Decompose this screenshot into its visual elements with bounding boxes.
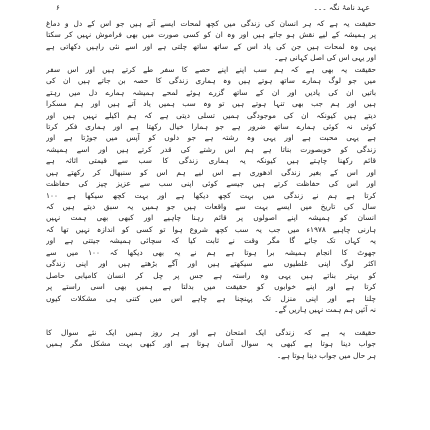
text-line: کوئی نہ کوئی ہمارے ساتھ ضرور ہے جو ہمارا خیال رکھتا ہے اور ہماری فکر کرتا — [46, 121, 376, 131]
text-line: حقیقت یہ ہے کہ ہر انسان کی زندگی میں کچھ لمحات ایسے آتے ہیں جو اس کے دل و دماغ — [46, 19, 376, 28]
text-line: ہر حال میں جواب دینا ہوتا ہے۔ — [276, 350, 376, 360]
text-line: میں جو لوگ ہمارے ساتھ ہوتے ہیں وہ ہماری زندگی کا حصہ بن جاتے ہیں ان کی — [46, 76, 376, 86]
text-line: پر ہمیشہ کے لیے نقش ہو جاتے ہیں اور وہ ان کو کسی صورت میں بھی فراموش نہیں کر سکتا — [46, 30, 376, 40]
text-line: ہے یہی محبت ہے اور یہی وہ رشتہ ہے جو دلوں کو آپس میں جوڑتا ہے اور — [46, 133, 376, 143]
text-line: کرتا ہے ہم نے زندگی میں بہت کچھ دیکھا ہے اور بہت کچھ سیکھا ہے ۱۰۰ — [46, 190, 376, 200]
text-line: جھوٹ کا انجام ہمیشہ برا ہوتا ہے ہم نے یہ بھی دیکھا کہ ۱۰۰ میں سے — [46, 247, 376, 257]
text-line: ہیں اور ہم جب بھی تنہا ہوتے ہیں تو وہ سب ہمیں یاد آتے ہیں اور ہم مسکرا — [46, 99, 376, 109]
paragraph — [46, 18, 376, 64]
text-line: باتیں ان کی یادیں اور ان کے ساتھ گزرے ہوئے لمحے ہمیشہ ہمارے دل میں رہتے — [46, 87, 376, 97]
text-line: زندگی کو خوبصورت بناتا ہے ہم اس رشتے کی قدر کرتے ہیں اور اسے ہمیشہ — [46, 144, 376, 154]
text-line: حقیقت یہ ہے کہ زندگی ایک امتحان ہے اور ہر روز ہمیں ایک نئے سوال کا — [46, 327, 376, 337]
text-line: نہ آئیں ہم ہمت نہیں ہاریں گے۔ — [274, 304, 376, 314]
page-header — [0, 3, 430, 17]
page-number: ۶ — [56, 4, 60, 12]
body-text — [46, 18, 376, 428]
text-line: اور اس کے بغیر زندگی ادھوری ہے اس لیے ہم اس کو سنبھال کر رکھتے ہیں — [46, 167, 376, 177]
text-line: انسان کو ہمیشہ اپنے اصولوں پر قائم رہنا چاہیے اور کبھی بھی ہمت نہیں — [46, 213, 376, 223]
paragraph-gap — [46, 315, 376, 326]
text-line: سال کی تاریخ میں ایسے بہت سے واقعات ہیں جو ہمیں یہ سبق دیتے ہیں کہ — [46, 202, 376, 211]
text-line: قائم رکھنا چاہتے ہیں کیونکہ یہ ہماری زندگی کا سب سے قیمتی اثاثہ ہے — [46, 156, 376, 166]
text-line: کو بہتر بناتے ہیں یہی وہ راستہ ہے جس پر چل کر انسان کامیابی حاصل — [46, 270, 376, 280]
text-line: اکثر لوگ اپنی غلطیوں سے سیکھتے ہیں اور آگے بڑھتے ہیں اور اپنی زندگی — [46, 259, 376, 269]
text-line: یہی وہ لمحات ہیں جن کی یاد اس کے ساتھ ساتھ چلتی ہے اور اسے نئی راہیں دکھاتی ہے — [46, 41, 376, 51]
paragraph — [46, 64, 376, 316]
text-line: کرتا ہے اور اپنے خوابوں کو حقیقت میں بدلتا ہے ہمیں بھی اسی راستے پر — [46, 282, 376, 292]
text-line: ہارنی چاہیے ۱۹۷۸ء میں جب یہ سب کچھ شروع ہوا تو کسی کو اندازہ نہیں تھا کہ — [46, 224, 376, 234]
text-line: اور اس کی حفاظت کرتے ہیں جیسے کوئی اپنی سب سے عزیز چیز کی حفاظت — [46, 179, 376, 189]
text-line: چلنا ہے اور اپنی منزل تک پہنچنا ہے چاہے اس میں کتنی ہی مشکلات کیوں — [46, 293, 376, 303]
text-line: حقیقت یہ بھی ہے کہ ہم سب اپنے اپنے حصے کا سفر طے کرتے ہیں اور اس سفر — [46, 64, 376, 74]
running-title: عہد نامۂ نگہ ۔۔۔ — [313, 3, 370, 12]
paragraph — [46, 327, 376, 361]
text-line: دیتے ہیں کیونکہ ان کی موجودگی ہمیں تسلی دیتی ہے کہ ہم اکیلے نہیں ہیں اور — [46, 110, 376, 120]
text-line: یہ کہاں تک جائے گا مگر وقت نے ثابت کیا کہ سچائی ہمیشہ جیتتی ہے اور — [46, 236, 376, 246]
text-line: اور یہی اس کی اصل کہانی ہے۔ — [274, 53, 376, 63]
text-line: جواب دینا ہوتا ہے کبھی یہ سوال آسان ہوتا ہے اور کبھی بہت مشکل مگر ہمیں — [46, 339, 376, 349]
